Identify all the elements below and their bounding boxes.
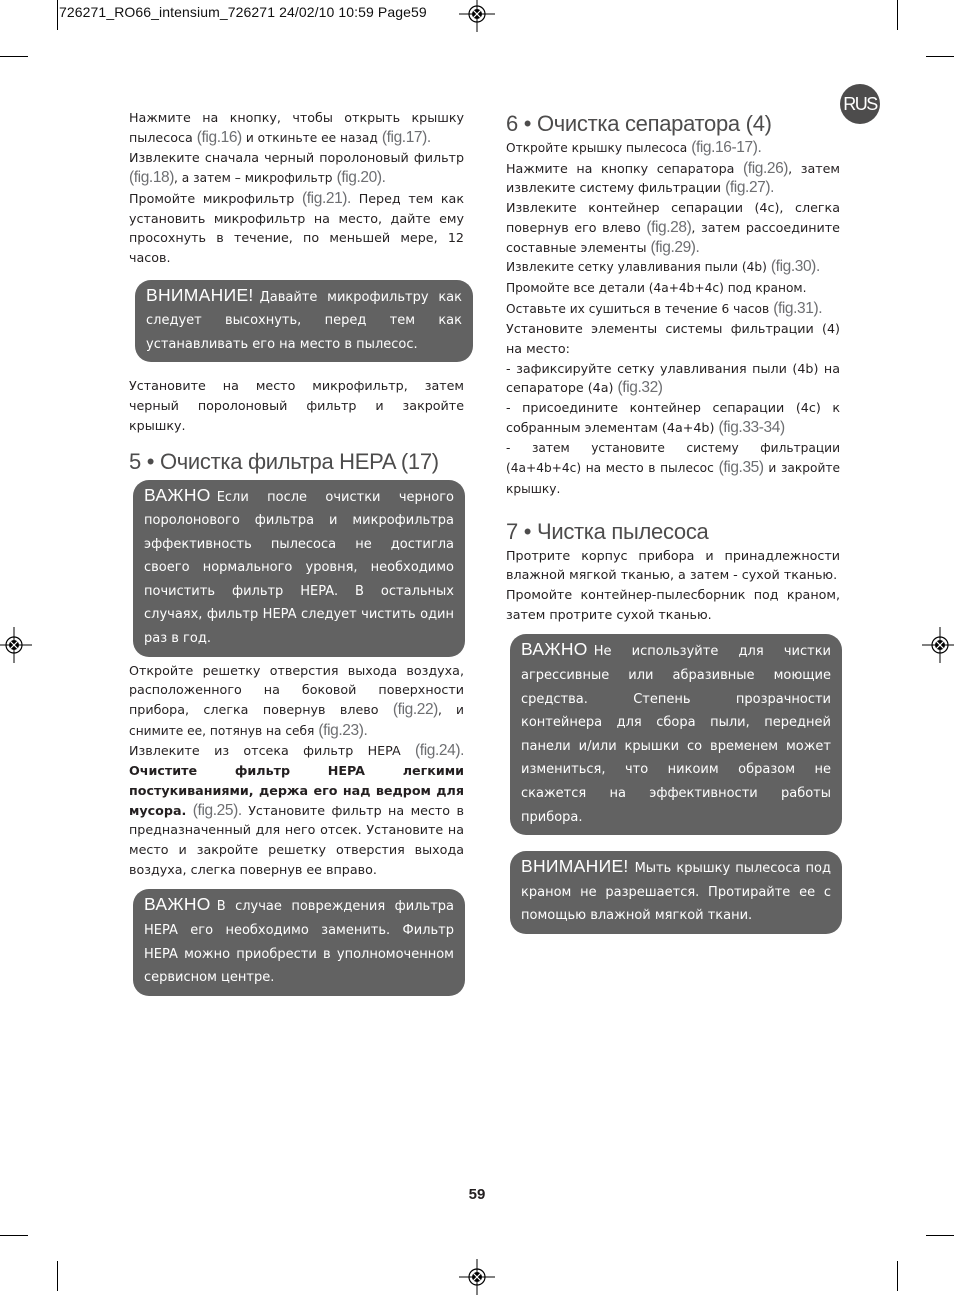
print-slug: 726271_RO66_intensium_726271 24/02/10 10:59 Page59 [59,4,427,20]
important-box [133,889,465,995]
figure-reference: (fig.33-34) [718,418,785,436]
figure-reference: (fig.30). [770,258,820,276]
paragraph: Установите на место микрофильтр, затем черный поролоновый фильтр и закройте крышку. [129,378,464,433]
paragraph: Промойте контейнер-пылесборник под краном, затем протрите сухой тканью. [506,587,840,622]
registration-mark-icon [0,627,32,663]
figure-reference: (fig.20). [336,169,386,187]
paragraph: Промойте все детали (4a+4b+4c) под краном. [506,280,807,295]
figure-reference: (fig.27). [725,179,775,197]
paragraph: Нажмите на кнопку сепаратора (fig.26), затем извлеките систему фильтрации (fig.27). [506,159,840,197]
figure-reference: (fig.18) [129,169,175,187]
crop-mark [897,1261,898,1291]
paragraph: Нажмите на кнопку, чтобы открыть крышку пылесоса (fig.16) и откиньте ее назад (fig.17). [129,110,464,146]
registration-mark-icon [922,627,954,663]
paragraph: - затем установите систему фильтрации (4a+4b+4c) на место в пылесос (fig.35) и закройте крышку. [506,440,840,496]
paragraph: Извлеките контейнер сепарации (4c), слегка повернув его влево (fig.28), затем рассоедините составные элементы (fig.29). [506,200,840,256]
language-badge: RUS [840,84,880,124]
registration-mark-icon [459,0,495,32]
paragraph: Откройте решетку отверстия выхода воздуха, расположенного на боковой поверхности прибора, слегка повернув влево (fig.22), и снимите ее, потянув на себя (fig.23). [129,662,464,739]
right-column [506,110,840,934]
figure-reference: (fig.23). [318,721,368,739]
paragraph: Промойте микрофильтр (fig.21). Перед тем как установить микрофильтр на место, дайте ему просохнуть в течение, по меньшей мере, 12 часов. [129,189,464,265]
figure-reference: (fig.29). [650,238,700,256]
figure-reference: (fig.24). [415,742,464,760]
warning-box [135,280,473,363]
warning-label: ВНИМАНИЕ! [146,284,254,305]
registration-mark-icon [459,1259,495,1295]
important-text: В случае повреждения фильтра HEPA его необходимо заменить. Фильтр HEPA можно приобрести в уполномоченном сервисном центре. [144,899,454,986]
warning-box [510,851,842,934]
figure-reference: (fig.31). [773,299,823,317]
section-title: 5 • Очистка фильтра HEPA (17) [129,448,439,474]
crop-mark [0,1235,28,1236]
important-label: ВАЖНО [144,484,211,505]
paragraph: Установите элементы системы фильтрации (4) на место: [506,321,840,357]
paragraph: - зафиксируйте сетку улавливания пыли (4b) на сепараторе (4a) (fig.32) [506,360,840,397]
figure-reference: (fig.22) [392,701,438,719]
crop-mark [897,0,898,30]
crop-mark [926,56,954,57]
warning-text: Давайте микрофильтру как следует высохнуть, перед тем как устанавливать его на место в пылесос. [146,289,462,352]
page-number: 59 [468,1186,486,1203]
warning-label: ВНИМАНИЕ! [521,856,629,877]
important-text: Если после очистки черного поролонового фильтра и микрофильтра эффективность пылесоса не достигла своего нормального уровня, необходимо почистить фильтр HEPA. В остальных случаях, фильтр HEPA следует чистить один раз в год. [144,489,454,647]
paragraph: Извлеките сначала черный поролоновый фильтр (fig.18), а затем – микрофильтр (fig.20). [129,150,464,187]
section-title: 6 • Очистка сепаратора (4) [506,111,772,136]
figure-reference: (fig.17). [381,128,431,146]
section-title: 7 • Чистка пылесоса [506,518,709,544]
warning-text: Мыть крышку пылесоса под краном не разрешается. Протирайте ее с помощью влажной мягкой ткани. [521,861,831,924]
figure-reference: (fig.26) [743,159,789,177]
crop-mark [57,0,58,30]
paragraph: - присоедините контейнер сепарации (4c) к собранным элементам (4a+4b) (fig.33-34) [506,400,840,436]
paragraph: Откройте крышку пылесоса (fig.16-17). [506,139,762,156]
left-column [129,108,464,996]
paragraph: Протрите корпус прибора и принадлежности влажной мягкой тканью, а затем - сухой тканью. [506,547,840,583]
crop-mark [0,56,28,57]
figure-reference: (fig.25). [192,801,242,819]
important-label: ВАЖНО [521,639,588,660]
figure-reference: (fig.16) [196,128,242,146]
figure-reference: (fig.28) [646,218,692,236]
figure-reference: (fig.32) [617,379,663,397]
crop-mark [57,1261,58,1291]
figure-reference: (fig.16-17). [691,139,762,156]
crop-mark [926,1235,954,1236]
important-box [133,480,465,657]
paragraph: Извлеките из отсека фильтр HEPA (fig.24). Очистите фильтр HEPA легкими постукиваниями, держа его над ведром для мусора. (fig.25). Установите фильтр на место в предназначенный для него отсек. Установите на место и закройте решетку отверстия выхода воздуха, слегка повернув ее вправо. [129,742,464,877]
figure-reference: (fig.21). [302,189,351,207]
important-box [510,634,842,835]
paragraph: Извлеките сетку улавливания пыли (4b) (fig.30). [506,258,820,276]
important-label: ВАЖНО [144,894,211,915]
paragraph: Оставьте их сушиться в течение 6 часов (fig.31). [506,299,823,317]
important-text: Не используйте для чистки агрессивные или абразивные моющие средства. Степень прозрачности контейнера для сбора пыли, передней панели и/или крышки со временем может измениться, что никоим образом не скажется на эффективности работы прибора. [521,644,831,825]
figure-reference: (fig.35) [718,459,764,477]
